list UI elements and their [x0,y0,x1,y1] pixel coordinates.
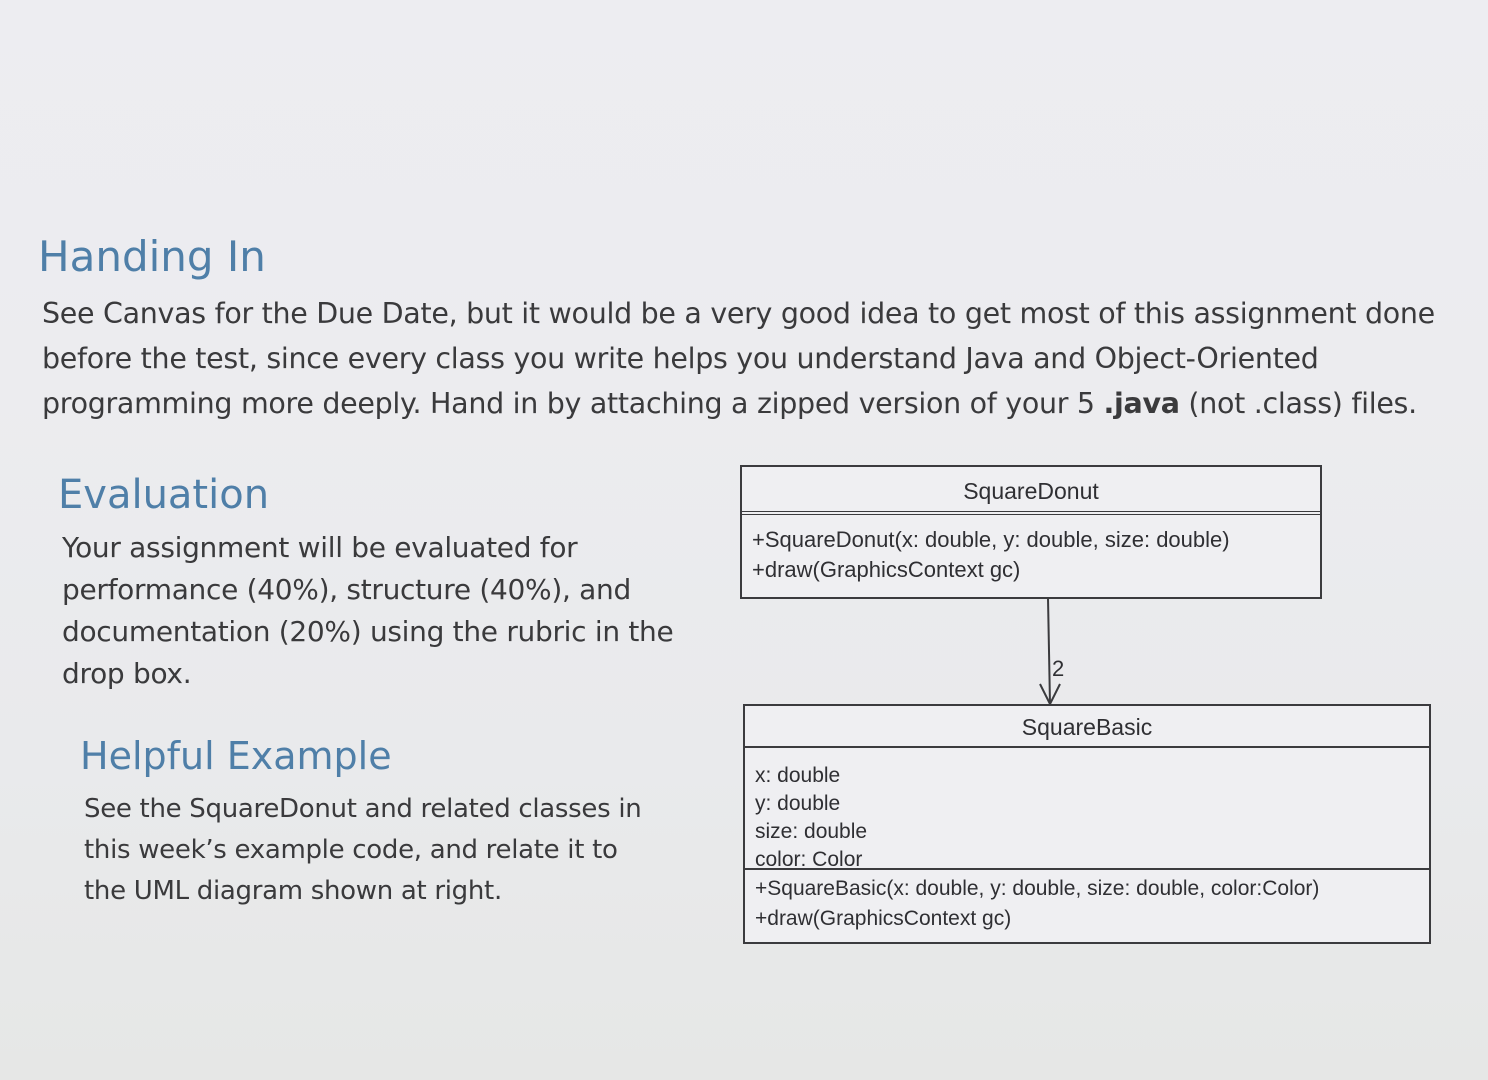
evaluation-line-3: documentation (20%) using the rubric in the [62,615,674,648]
uml-methods-squarebasic [745,870,1429,934]
helpful-example-line-3: the UML diagram shown at right. [84,876,502,906]
handing-in-paragraph [42,291,1435,426]
evaluation-line-1: Your assignment will be evaluated for [62,531,578,564]
uml-method: +draw(GraphicsContext gc) [755,907,1012,930]
helpful-example-paragraph [84,789,641,912]
helpful-example-line-2: this week’s example code, and relate it to [84,835,618,865]
evaluation-line-4: drop box. [62,657,192,690]
handing-in-heading: Handing In [38,232,266,281]
evaluation-line-2: performance (40%), structure (40%), and [62,573,631,606]
handing-in-line-1: See Canvas for the Due Date, but it would be a very good idea to get most of this assignment done [42,297,1435,330]
uml-multiplicity-label: 2 [1052,656,1065,681]
helpful-example-heading: Helpful Example [80,734,392,778]
uml-method: +SquareBasic(x: double, y: double, size: double, color:Color) [755,877,1320,900]
uml-association-arrow [1020,598,1080,708]
evaluation-heading: Evaluation [58,472,270,518]
uml-attribute: x: double [755,764,841,787]
uml-class-squaredonut [740,465,1322,599]
uml-attribute: size: double [755,820,868,843]
java-extension-bold: .java [1103,387,1180,420]
handing-in-line-3: programming more deeply. Hand in by attaching a zipped version of your 5 .java (not .class) files. [42,387,1417,420]
helpful-example-line-1: See the SquareDonut and related classes in [84,794,642,824]
uml-class-squarebasic [743,704,1431,944]
uml-attribute: y: double [755,792,841,815]
uml-attributes-squarebasic [745,748,1429,870]
handing-in-line-2: before the test, since every class you write helps you understand Java and Object-Oriented [42,342,1319,375]
uml-class-name-squarebasic: SquareBasic [745,706,1429,748]
uml-method: +SquareDonut(x: double, y: double, size: double) [752,527,1230,552]
uml-attribute: color: Color [755,848,863,871]
uml-methods-squaredonut [742,515,1320,585]
evaluation-paragraph [62,527,673,695]
uml-method: +draw(GraphicsContext gc) [752,557,1021,582]
uml-class-name-squaredonut: SquareDonut [742,467,1320,515]
